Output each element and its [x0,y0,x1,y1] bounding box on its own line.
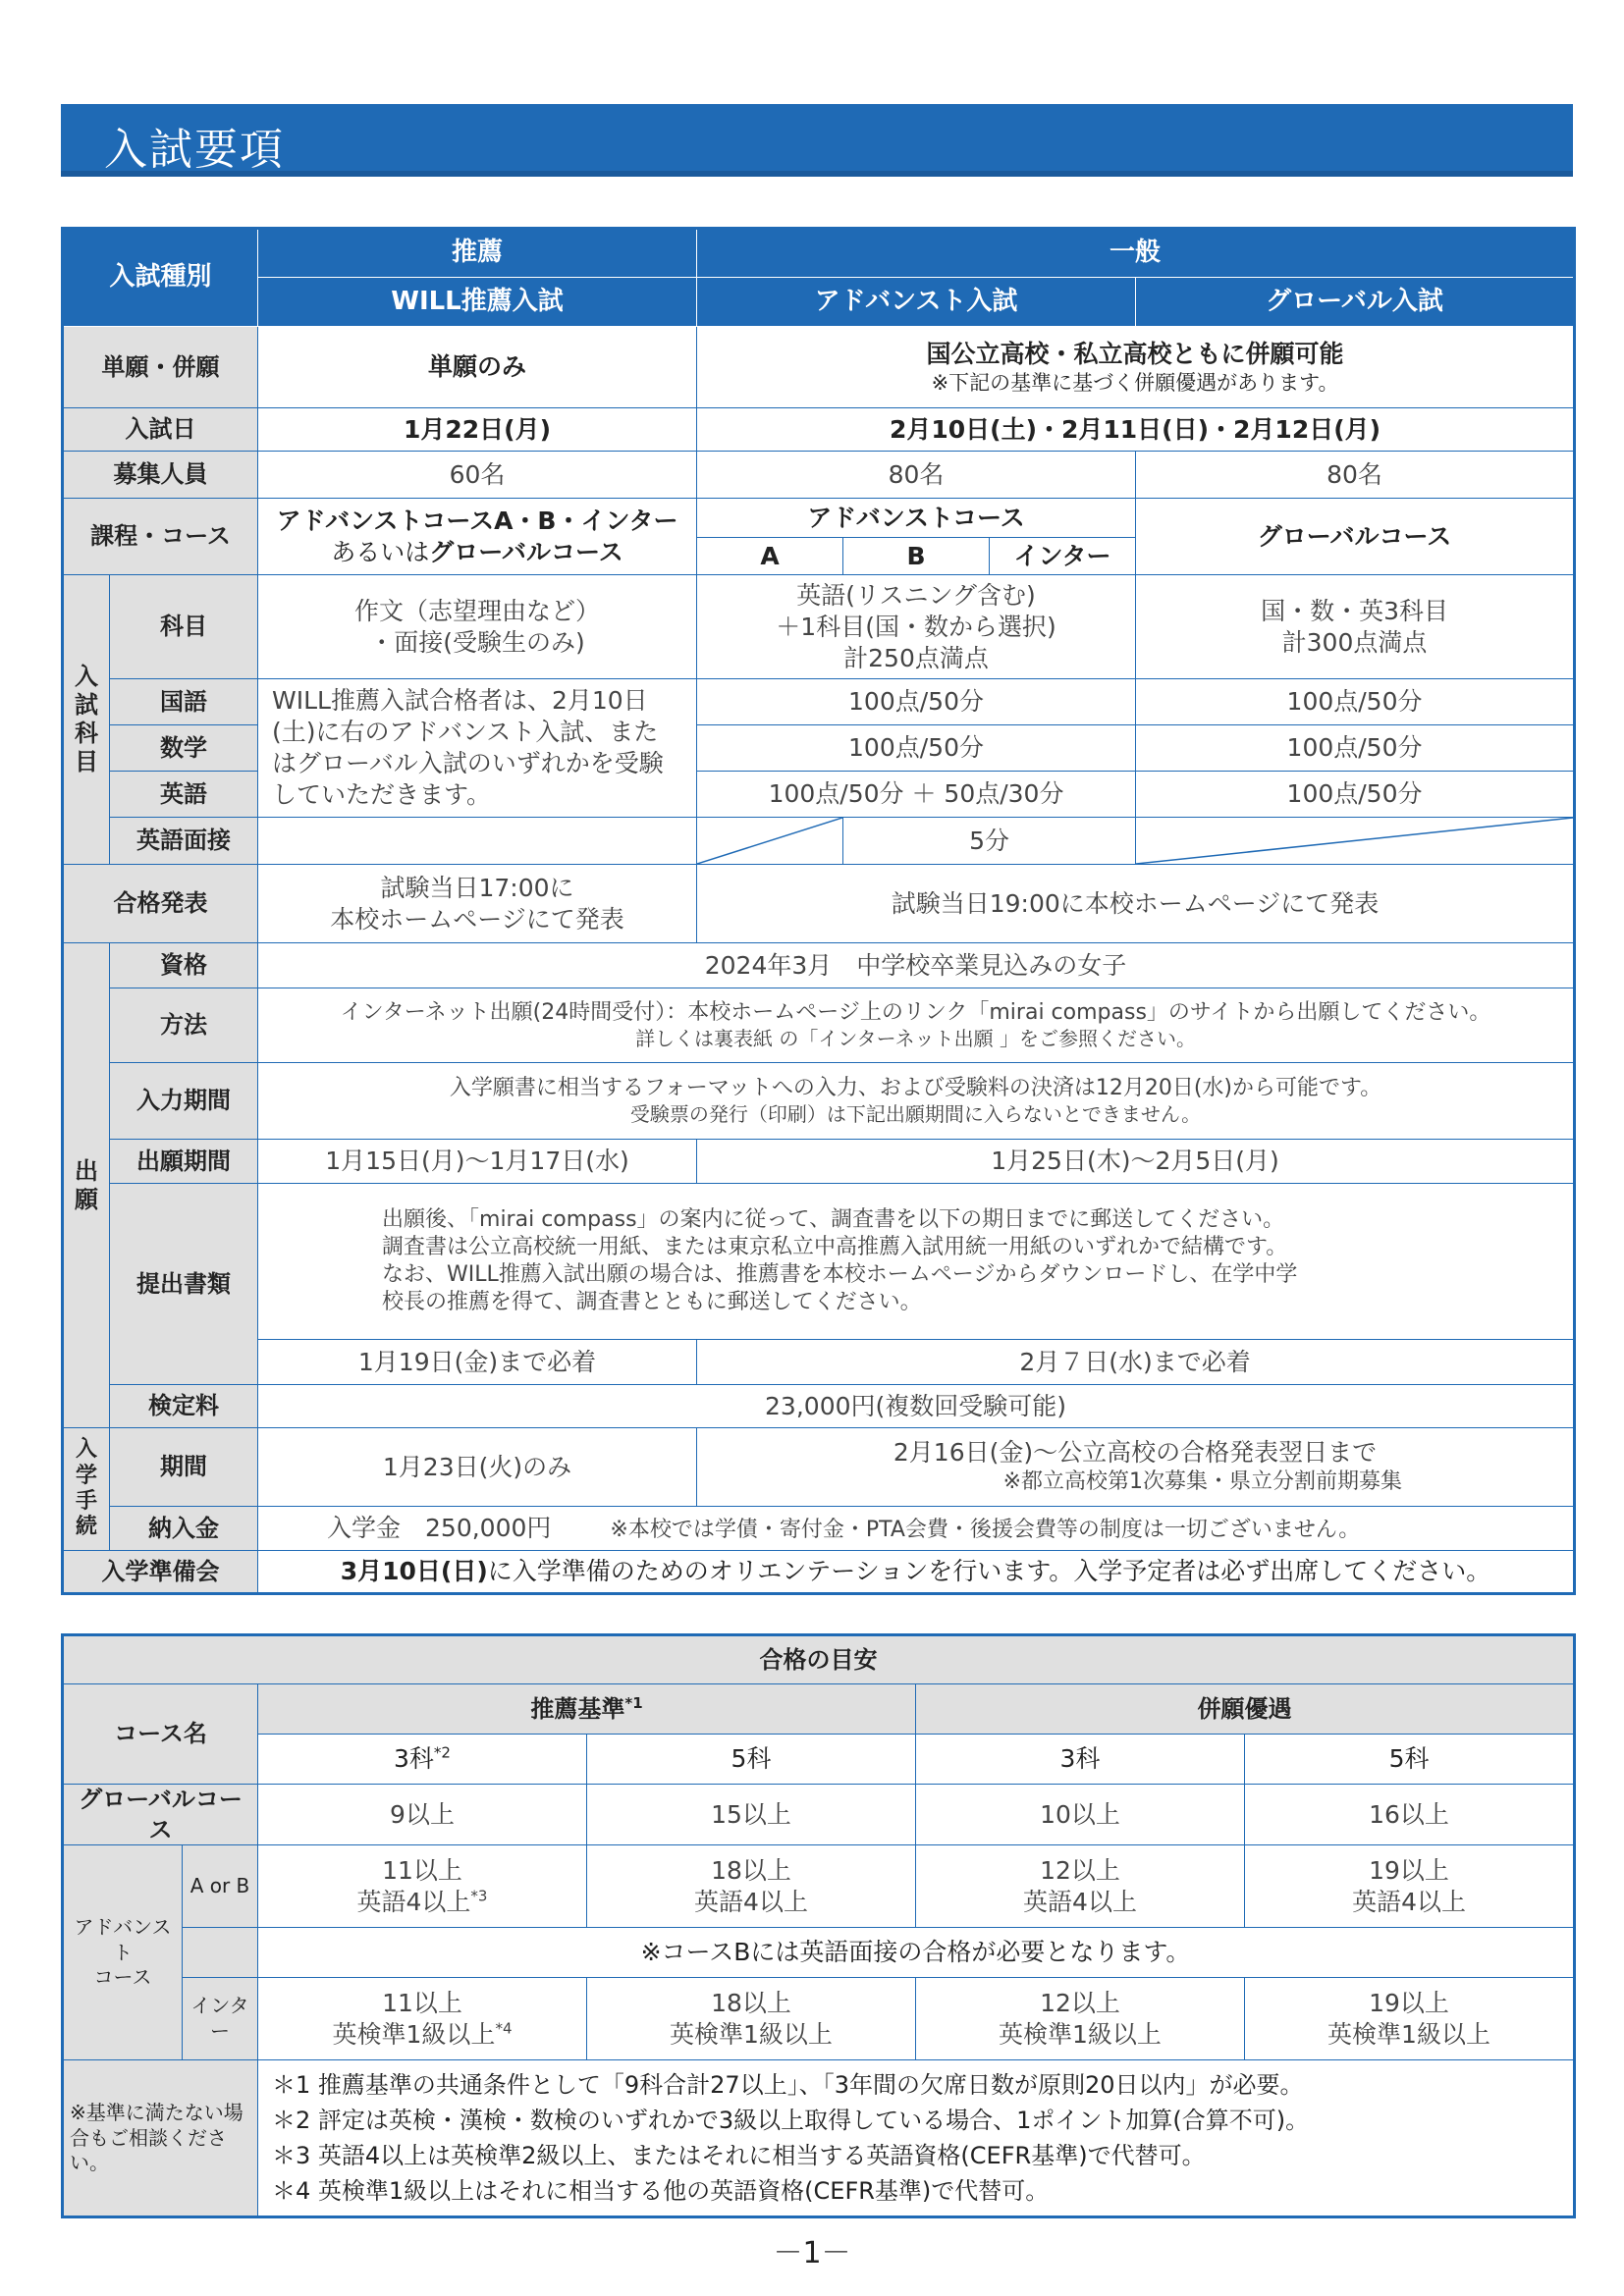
heigan-main: 国公立高校・私立高校ともに併願可能 [926,339,1344,368]
footnote-4: ＊4 英検準1級以上はそれに相当する他の英語資格(CEFR基準)で代替可。 [272,2177,1050,2206]
fee-label: 検定料 [110,1385,258,1428]
in3: 12以上 英検準1級以上 [916,1978,1245,2060]
title-bar [61,104,1573,177]
global-course-label: グローバルコース [63,1785,258,1845]
result-label: 合格発表 [63,865,258,943]
b-note: ※コースBには英語面接の合格が必要となります。 [258,1928,1575,1978]
capacity-label: 募集人員 [63,452,258,499]
criteria-title: 合格の目安 [63,1635,1575,1684]
page-title: 入試要項 [104,125,285,175]
subj-adv: 英語(リスニング含む) ＋1科目(国・数から選択) 計250点満点 [697,575,1136,679]
result-ippan: 試験当日19:00に本校ホームページにて発表 [697,865,1575,943]
course-a: A [697,538,843,575]
date-ippan: 2月10日(土)・2月11日(日)・2月12日(月) [697,408,1575,452]
kikan-label: 出願期間 [110,1140,258,1184]
sugaku-label: 数学 [110,725,258,772]
footnote-2: ＊2 評定は英検・漢検・数検のいずれかで3級以上取得している場合、1ポイント加算(合算不可)。 [272,2107,1310,2135]
course-will-aruiwa: あるいは [331,537,430,566]
nonyu: 入学金 250,000円 ※本校では学債・寄付金・PTA会費・後援会費等の制度は一切ございません。 [258,1507,1575,1551]
suisen-kijun: 推薦基準$^{*1}$ [258,1684,916,1735]
type-label: 入試種別 [63,229,258,327]
course-name-label: コース名 [63,1684,258,1785]
subj-will: 作文（志望理由など） ・面接(受験生のみ) [258,575,697,679]
nyugaku-group-label: 入学手続 [63,1428,110,1551]
mensetsu-glo-blank [1136,818,1575,865]
subj-glo: 国・数・英3科目 計300点満点 [1136,575,1575,679]
shorui: 出願後、「mirai compass」の案内に従って、調査書を以下の期日までに郵送してください。 調査書は公立高校統一用紙、または東京私立中高推薦入試用統一用紙のいずれかで結構です。 なお、WILL推薦入試出願の場合は、推薦書を本校ホームページからダウンロードし、在学中学 校長の推薦を得て、調査書とともに郵送してください。 [258,1184,1575,1340]
ab3: 12以上 英語4以上 [916,1845,1245,1928]
course-glo: グローバルコース [1136,499,1575,575]
course-label: 課程・コース [63,499,258,575]
adv-course-label: アドバンスト コース [63,1845,183,2060]
course-b: B [843,538,990,575]
hoho-label: 方法 [110,988,258,1063]
in1: 11以上 英検準1級以上$^{*4}$ [258,1978,587,2060]
shikaku-label: 資格 [110,943,258,988]
will-note: WILL推薦入試合格者は、2月10日(土)に右のアドバンスト入試、またはグローバル入試のいずれかを受験していただきます。 [258,679,697,818]
tetsuzuki-will: 1月23日(火)のみ [258,1428,697,1507]
tetsuzuki-kikan-label: 期間 [110,1428,258,1507]
mensetsu-a-blank [697,818,843,865]
ab1: 11以上 英語4以上$^{*3}$ [258,1845,587,1928]
tetsuzuki-ippan: 2月16日(金)～公立高校の合格発表翌日まで ※都立高校第1次募集・県立分割前期募集 [697,1428,1575,1507]
glo-kokugo: 100点/50分 [1136,679,1575,725]
b-note-blank [183,1928,258,1978]
global-header: グローバル入試 [1136,278,1575,327]
heigan-yugu: 併願優遇 [916,1684,1575,1735]
admission-table [61,227,1576,1595]
tangan-label: 単願・併願 [63,327,258,408]
nyuryoku-label: 入力期間 [110,1063,258,1140]
course-adv: アドバンストコース [697,499,1136,538]
advanced-header: アドバンスト入試 [697,278,1136,327]
hoho: インターネット出願(24時間受付）：本校ホームページ上のリンク「mirai compass」のサイトから出願してください。 詳しくは裏表紙 の「インターネット出願 」をご参照ください。 [258,988,1575,1063]
footnote-1: ＊1 推薦基準の共通条件として「9科合計27以上」、「3年間の欠席日数が原則20日以内」が必要。 [272,2071,1304,2100]
heigan-cell [697,327,1575,408]
footnote-3: ＊3 英語4以上は英検準2級以上、またはそれに相当する英語資格(CEFR基準)で代替可。 [272,2142,1206,2170]
g4: 16以上 [1245,1785,1575,1845]
kikan-will: 1月15日(月)～1月17日(水) [258,1140,697,1184]
criteria-table [61,1633,1576,2218]
adv-sugaku: 100点/50分 [697,725,1136,772]
aorb-label: A or B [183,1845,258,1928]
glo-sugaku: 100点/50分 [1136,725,1575,772]
cap-glo: 80名 [1136,452,1575,499]
fee: 23,000円(複数回受験可能) [258,1385,1575,1428]
tangan-will: 単願のみ [258,327,697,408]
will-header: WILL推薦入試 [258,278,697,327]
result-will: 試験当日17:00に 本校ホームページにて発表 [258,865,697,943]
g3: 10以上 [916,1785,1245,1845]
cap-adv: 80名 [697,452,1136,499]
ab2: 18以上 英語4以上 [587,1845,916,1928]
shorui-label: 提出書類 [110,1184,258,1385]
shikaku: 2024年3月 中学校卒業見込みの女子 [258,943,1575,988]
g1: 9以上 [258,1785,587,1845]
mensetsu-bi: 5分 [843,818,1136,865]
shutsugan-group-label: 出願 [63,943,110,1428]
footnotes [258,2060,1575,2217]
shorui-ippan: 2月７日(水)まで必着 [697,1340,1575,1385]
ab4: 19以上 英語4以上 [1245,1845,1575,1928]
course-will-line1: アドバンストコースA・B・インター [276,506,678,535]
kikan-ippan: 1月25日(木)～2月5日(月) [697,1140,1575,1184]
subjects-group-label: 入試科目 [63,575,110,865]
date-label: 入試日 [63,408,258,452]
junbi-label: 入学準備会 [63,1551,258,1594]
inter-label: インター [183,1978,258,2060]
course-will-global: グローバルコース [429,537,623,566]
soudan-note: ※基準に満たない場合もご相談ください。 [63,2060,258,2217]
eigo-label: 英語 [110,772,258,818]
ippan-header: 一般 [697,229,1575,278]
g2: 15以上 [587,1785,916,1845]
cap-will: 60名 [258,452,697,499]
page-number: －1－ [773,2236,851,2270]
shorui-will: 1月19日(金)まで必着 [258,1340,697,1385]
in4: 19以上 英検準1級以上 [1245,1978,1575,2060]
san-header: 3科$^{*2}$ [258,1735,587,1785]
glo-eigo: 100点/50分 [1136,772,1575,818]
subject-label: 科目 [110,575,258,679]
go-header: 5科 [587,1735,916,1785]
adv-eigo: 100点/50分 ＋ 50点/30分 [697,772,1136,818]
mensetsu-label: 英語面接 [110,818,258,865]
course-will [258,499,697,575]
suisen-header: 推薦 [258,229,697,278]
course-inter: インター [990,538,1136,575]
adv-kokugo: 100点/50分 [697,679,1136,725]
junbi: 3月10日(日)に入学準備のためのオリエンテーションを行います。入学予定者は必ず出席してください。 [258,1551,1575,1594]
go2-header: 5科 [1245,1735,1575,1785]
nyuryoku: 入学願書に相当するフォーマットへの入力、および受験料の決済は12月20日(水)から可能です。 受験票の発行（印刷）は下記出願期間に入らないとできません。 [258,1063,1575,1140]
san2-header: 3科 [916,1735,1245,1785]
date-will: 1月22日(月) [258,408,697,452]
nonyu-label: 納入金 [110,1507,258,1551]
heigan-note: ※下記の基準に基づく併願優遇があります。 [931,370,1339,395]
mensetsu-will-blank [258,818,697,865]
in2: 18以上 英検準1級以上 [587,1978,916,2060]
kokugo-label: 国語 [110,679,258,725]
